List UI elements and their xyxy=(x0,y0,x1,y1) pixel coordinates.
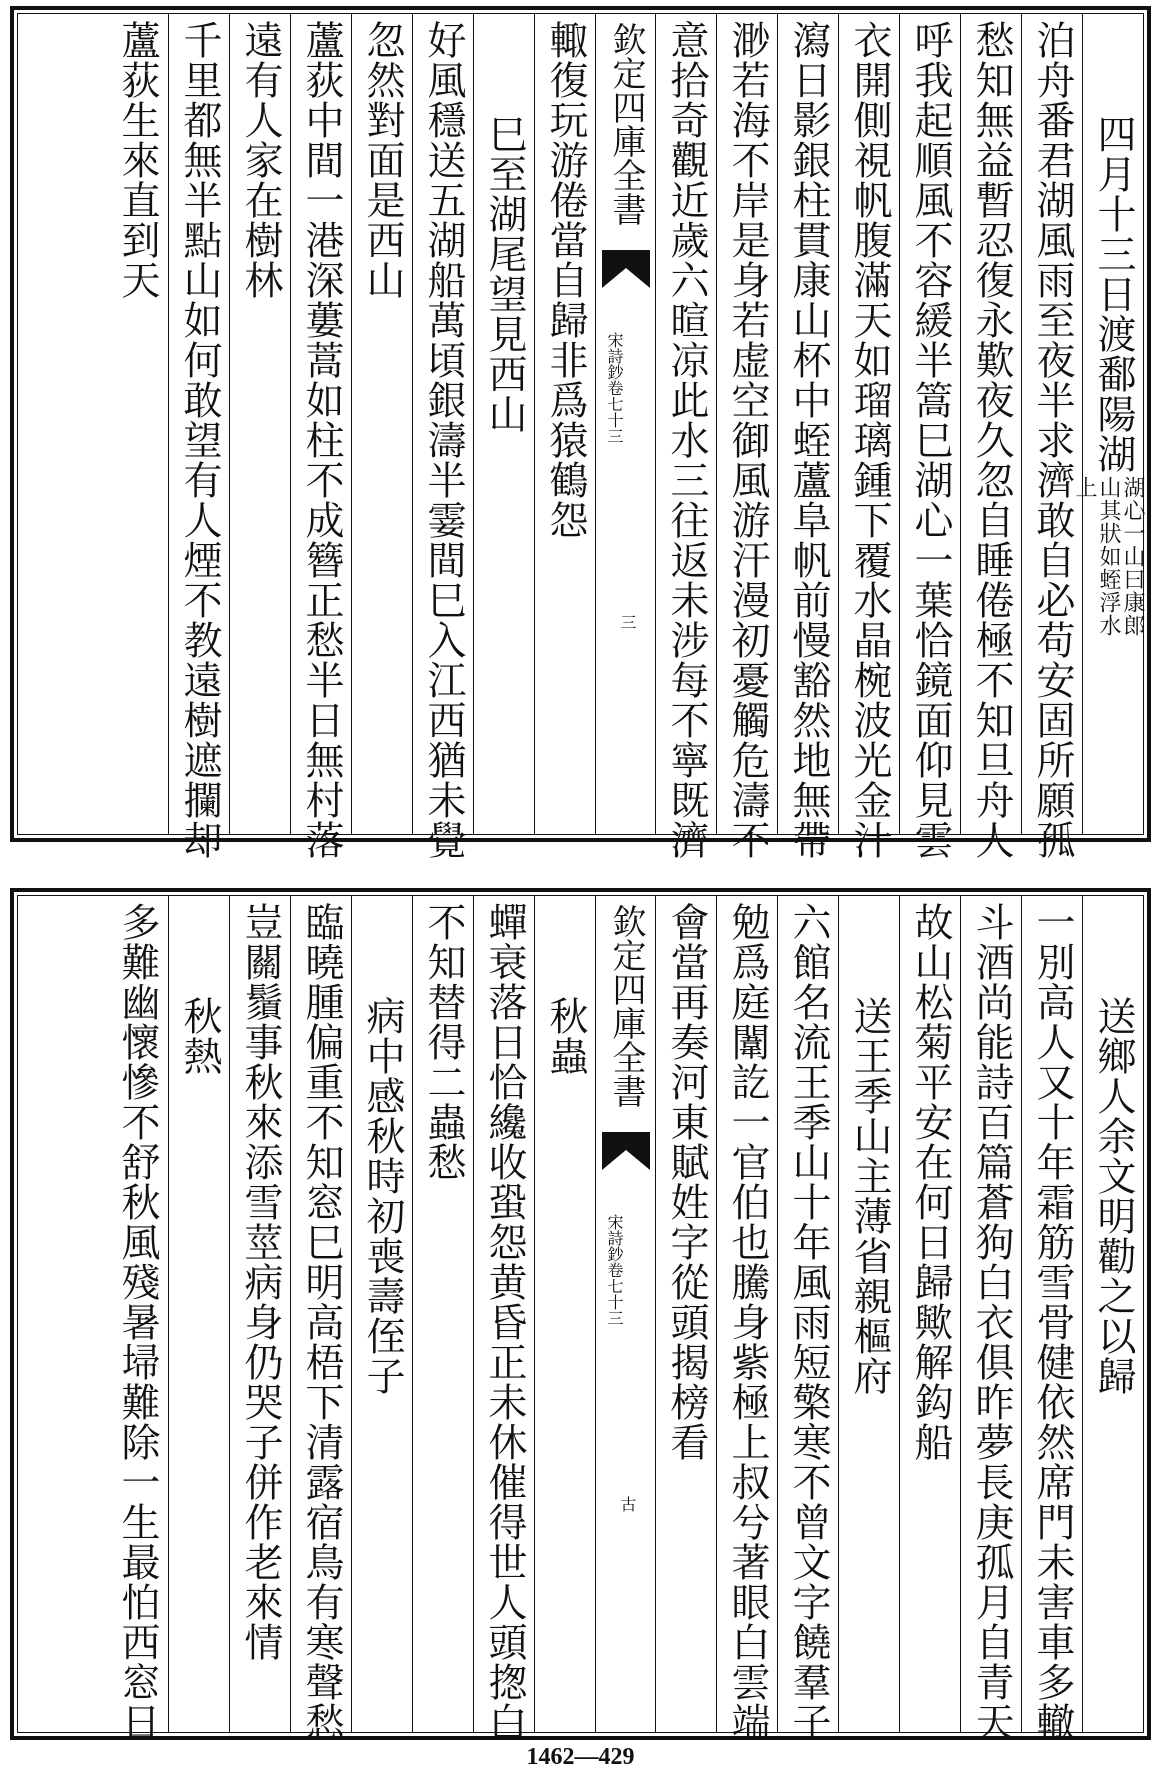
column-text xyxy=(230,902,291,1662)
column-main-text: 瀉日影銀柱貫康山杯中蛭蘆阜帆前慢豁然地無帶 xyxy=(786,20,831,860)
fishtail-mark-icon xyxy=(602,1132,650,1172)
text-column xyxy=(168,14,229,860)
column-text xyxy=(1072,114,1145,639)
text-column xyxy=(229,896,290,1732)
column-main-text: 一別高人又十年霜筋雪骨健依然席門未害車多轍 xyxy=(1030,902,1075,1742)
banner-page-number: 古 xyxy=(618,1496,637,1512)
text-column xyxy=(534,896,595,1732)
banner-subtitle: 宋詩鈔卷七十三 xyxy=(605,1214,624,1326)
column-main-text: 泊舟番君湖風雨至夜半求濟敢自必苟安固所願孤 xyxy=(1030,20,1075,860)
page-number-footer: 1462—429 xyxy=(526,1744,635,1770)
banner-page-number: 三 xyxy=(618,614,637,630)
column-main-text: 千里都無半點山如何敢望有人煙不教遠樹遮攔却 xyxy=(177,20,222,860)
column-main-text: 臨曉腫偏重不知窓巳明高梧下清露宿鳥有寒聲愁 xyxy=(299,902,344,1742)
column-main-text: 斗酒尚能詩百篇蒼狗白衣俱昨夢長庚孤月自青天 xyxy=(969,902,1014,1742)
column-text xyxy=(413,20,474,860)
column-text xyxy=(961,20,1022,860)
text-column xyxy=(960,14,1021,860)
banner-title: 欽定四庫全書 xyxy=(606,904,646,1108)
text-column xyxy=(290,14,351,860)
column-main-text: 四月十三日渡鄱陽湖 xyxy=(1091,114,1136,474)
column-main-text: 送王季山主薄省親樞府 xyxy=(847,996,892,1396)
text-column xyxy=(960,896,1021,1742)
text-column xyxy=(716,14,777,860)
bottom-page-frame xyxy=(17,895,1144,1742)
text-column xyxy=(107,896,168,1742)
text-column xyxy=(412,14,473,860)
column-main-text: 蟬衰落日恰纔收蛩怨黄昏正未休催得世人頭揔白 xyxy=(482,902,527,1742)
text-column xyxy=(1082,896,1143,1732)
text-column xyxy=(412,896,473,1732)
text-column xyxy=(899,896,960,1732)
column-main-text: 多難幽懷慘不舒秋風殘暑埽難除一生最怕西窓日 xyxy=(115,902,160,1742)
column-text xyxy=(535,20,596,540)
text-column xyxy=(716,896,777,1742)
column-main-text: 好風穩送五湖船萬頃銀濤半霎間巳入江西猶未覺 xyxy=(421,20,466,860)
column-text xyxy=(230,20,291,300)
column-text xyxy=(1022,20,1083,860)
column-main-text: 送鄉人余文明勸之以歸 xyxy=(1091,996,1136,1396)
center-banner xyxy=(595,896,655,1732)
column-main-text: 秋蟲 xyxy=(543,996,588,1076)
banner-title: 欽定四庫全書 xyxy=(606,22,646,226)
column-text xyxy=(169,20,230,860)
column-main-text: 衣開側視帆腹滿天如瑠璃鍾下覆水晶椀波光金汁 xyxy=(847,20,892,860)
column-main-text: 故山松菊平安在何日歸歟解鈎船 xyxy=(908,902,953,1462)
column-main-text: 渺若海不岸是身若虚空御風游汗漫初憂觸危濤不 xyxy=(725,20,770,860)
column-text xyxy=(169,996,230,1076)
center-banner xyxy=(595,14,655,834)
column-text xyxy=(352,20,413,300)
column-main-text: 忽然對面是西山 xyxy=(360,20,405,300)
text-column xyxy=(655,896,716,1732)
column-text xyxy=(413,902,474,1182)
text-column xyxy=(1021,14,1082,860)
column-main-text: 勉爲庭闈訖一官伯也騰身紫極上叔兮著眼白雲端 xyxy=(725,902,770,1742)
column-text xyxy=(474,114,535,434)
fishtail-mark-icon xyxy=(602,250,650,290)
text-column xyxy=(473,14,534,834)
bottom-page xyxy=(10,888,1151,1740)
column-main-text: 愁知無益暫忍復永歎夜久忽自睡倦極不知旦舟人 xyxy=(969,20,1014,860)
column-main-text: 病中感秋時初喪壽侄子 xyxy=(360,996,405,1396)
column-main-text: 蘆荻中間一港深蔞蒿如柱不成簪正愁半日無村落 xyxy=(299,20,344,860)
text-column xyxy=(655,14,716,860)
text-column xyxy=(838,14,899,860)
column-main-text: 輙復玩游倦當自歸非爲猿鶴怨 xyxy=(543,20,588,540)
column-text xyxy=(717,902,778,1742)
column-text xyxy=(778,20,839,860)
top-page-frame xyxy=(17,13,1145,860)
text-column xyxy=(899,14,960,860)
column-text xyxy=(291,902,352,1742)
top-page xyxy=(10,6,1151,860)
text-column xyxy=(351,896,412,1732)
column-text xyxy=(839,996,900,1396)
top-text-columns xyxy=(107,14,1145,860)
column-main-text: 遠有人家在樹林 xyxy=(238,20,283,300)
text-column xyxy=(107,14,168,834)
text-column xyxy=(777,896,838,1742)
column-main-text: 豈關鬚事秋來添雪莖病身仍哭子併作老來情 xyxy=(238,902,283,1662)
column-main-text: 巳至湖尾望見西山 xyxy=(482,114,527,434)
column-main-text: 意拾奇觀近歲六暄凉此水三往返未涉每不寧既濟 xyxy=(664,20,709,860)
column-text xyxy=(291,20,352,860)
column-text xyxy=(961,902,1022,1742)
column-text xyxy=(900,902,961,1462)
column-main-text: 呼我起順風不容緩半篙巳湖心一葉恰鏡面仰見雲 xyxy=(908,20,953,860)
text-column xyxy=(473,896,534,1742)
banner-subtitle: 宋詩鈔卷七十三 xyxy=(605,332,624,444)
text-column xyxy=(777,14,838,860)
column-text xyxy=(656,20,717,860)
column-text xyxy=(1022,902,1083,1742)
column-annotation: 湖心一山曰康郎山其狀如蛭浮水上 xyxy=(1072,476,1145,637)
column-text xyxy=(839,20,900,860)
column-text xyxy=(900,20,961,860)
bottom-text-columns xyxy=(107,896,1143,1742)
column-text xyxy=(656,902,717,1462)
text-column xyxy=(1072,14,1145,834)
column-text xyxy=(535,996,596,1076)
column-text xyxy=(107,20,168,300)
text-column xyxy=(534,14,595,834)
column-main-text: 秋熱 xyxy=(177,996,222,1076)
column-text xyxy=(474,902,535,1742)
column-text xyxy=(352,996,413,1396)
text-column xyxy=(1021,896,1082,1742)
column-main-text: 六館名流王季山十年風雨短檠寒不曾文字饒羣子 xyxy=(786,902,831,1742)
column-text xyxy=(107,902,168,1742)
text-column xyxy=(838,896,899,1732)
text-column xyxy=(351,14,412,834)
column-text xyxy=(778,902,839,1742)
column-main-text: 不知替得二蟲愁 xyxy=(421,902,466,1182)
column-main-text: 會當再奏河東賦姓字從頭揭榜看 xyxy=(664,902,709,1462)
text-column xyxy=(168,896,229,1732)
text-column xyxy=(229,14,290,834)
column-text xyxy=(1083,996,1144,1396)
column-text xyxy=(717,20,778,860)
column-main-text: 蘆荻生來直到天 xyxy=(115,20,160,300)
text-column xyxy=(290,896,351,1742)
